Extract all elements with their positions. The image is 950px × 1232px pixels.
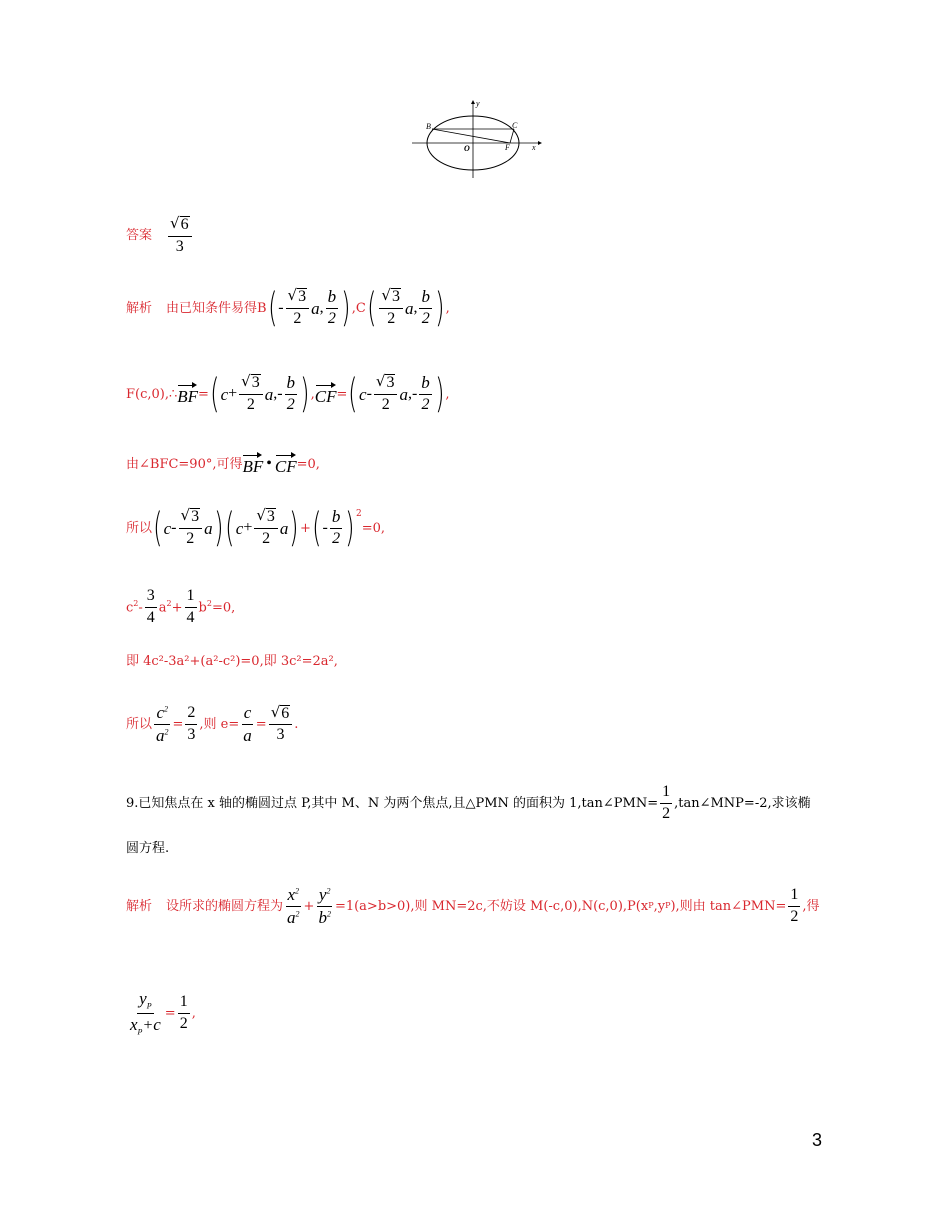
answer-fraction: √ 6 3	[168, 216, 192, 256]
problem-9-text-b: ,tan∠MNP=-2,求该椭	[674, 795, 811, 811]
point-c-text: C	[355, 300, 366, 316]
point-f-text: F(c,0),∴	[126, 386, 178, 402]
page-number: 3	[812, 1130, 823, 1150]
analysis-line-6: 即 4c²-3a²+(a²-c²)=0,即 3c²=2a²,	[126, 654, 338, 669]
analysis-line-1: 解析 由已知条件易得 B ( - √ 3 2 a , $\frac{b}{2}$ ) , C ( √ 3 2 a , $\frac{b}{2}$ ) ,	[126, 285, 450, 331]
analysis2-text-a: 设所求的椭圆方程为	[166, 898, 284, 914]
point-f-label: F	[505, 143, 510, 152]
problem-9-text-a: 9.已知焦点在 x 轴的椭圆过点 P,其中 M、N 为两个焦点,且△PMN 的面积为 1,tan∠PMN=	[126, 795, 659, 811]
answer-radicand: 6	[180, 216, 189, 233]
right-angle-condition: 由∠BFC=90°,可得	[126, 456, 243, 472]
analysis-label: 解析	[126, 300, 153, 316]
analysis-intro: 由已知条件易得	[166, 300, 258, 316]
analysis2-text-d: ),则由 tan∠PMN=	[670, 898, 787, 914]
analysis-line-2: F(c,0),∴ BF = ( c + √ 3 2 a ,- $\frac{b}{2}$ ) , CF = ( c - √ 3 2 a ,- $\frac{b}{2}$ ) ,	[126, 371, 450, 417]
analysis2-text-b: =1(a>b>0),则 MN=2c,不妨设 M(-c,0),N(c,0),P(x	[334, 898, 649, 914]
analysis2-line-1: 解析 设所求的椭圆方程为 $\frac{x^2}{a^2}$ + $\frac{y^2}{b^2}$ =1(a>b>0),则 MN=2c,不妨设 M(-c,0),N(c,0),P(x P ,y P ),则由 tan∠PMN= $\frac{1}{2}$ ,得	[126, 885, 820, 927]
analysis2-label: 解析	[126, 898, 153, 914]
analysis2-text-c: ,y	[653, 898, 666, 914]
analysis2-text-e: ,得	[802, 898, 820, 914]
y-axis-label: y	[476, 99, 480, 108]
dot-product-result: =0,	[296, 456, 320, 472]
analysis-line-7: 所以 $\frac{c^2}{a^2}$ = $\frac{2}{3}$ ,则 e= $\frac{c}{a}$ = √ 6 3 .	[126, 702, 299, 745]
problem-9-line-1: 9.已知焦点在 x 轴的椭圆过点 P,其中 M、N 为两个焦点,且△PMN 的面积为 1,tan∠PMN= $\frac{1}{2}$ ,tan∠MNP=-2,求该椭	[126, 783, 811, 822]
analysis-line-5: $c^2-$ $\frac{3}{4}$ $a^2+$ $\frac{1}{4}$ $b^2=0$,	[126, 587, 236, 626]
answer-denominator: 3	[175, 237, 184, 255]
origin-label: O	[464, 144, 470, 153]
analysis-line-4: 所以 ( c - √ 3 2 a ) ( c + √ 3 2 a ) + ( - $\frac{b}{2}$ ) 2 =0,	[126, 505, 386, 551]
problem-9-line-2: 圆方程.	[126, 841, 170, 856]
so-label: 所以	[126, 520, 153, 536]
analysis-line-3: 由∠BFC=90°,可得 BF • CF =0,	[126, 455, 320, 476]
so-label-2: 所以	[126, 716, 153, 732]
ellipse-figure	[410, 98, 545, 180]
point-c-label: C	[512, 121, 518, 130]
end-period: .	[294, 716, 299, 732]
answer-line	[126, 216, 194, 256]
x-axis-label: x	[532, 143, 536, 152]
eccentricity-label: ,则 e=	[199, 716, 240, 732]
equation-result: =0,	[361, 520, 386, 536]
point-b-label: B	[426, 122, 431, 131]
analysis2-line-2: $\frac{y_P}{x_P+c}$ = $\frac{1}{2}$ ,	[130, 989, 196, 1037]
answer-label: 答案	[126, 228, 153, 244]
point-b-text: B	[257, 300, 267, 316]
